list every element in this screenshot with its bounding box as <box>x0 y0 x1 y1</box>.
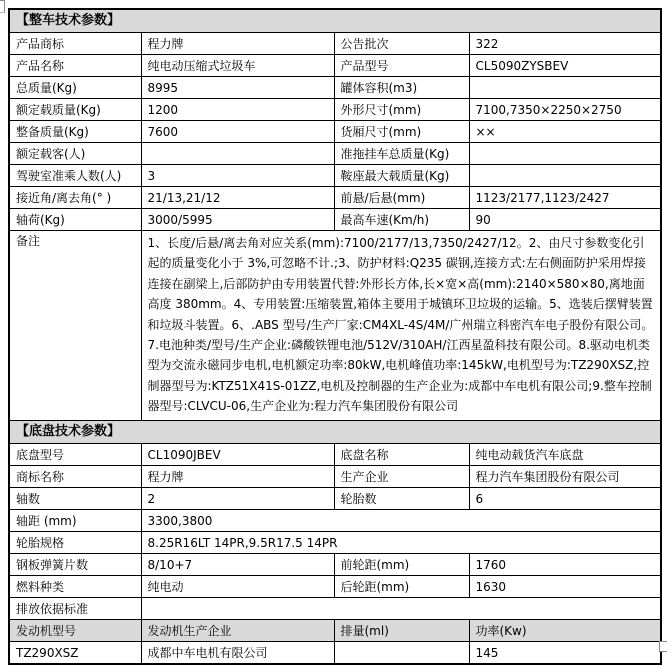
param-label: 接近角/离去角(° ) <box>9 187 141 209</box>
param-label: 后轮距(mm) <box>334 576 469 598</box>
engine-value: TZ290XSZ <box>9 642 141 665</box>
param-value: 2 <box>141 488 334 510</box>
param-value <box>469 143 661 165</box>
engine-header-label: 发动机型号 <box>9 620 141 642</box>
engine-header-label: 发动机生产企业 <box>141 620 334 642</box>
param-value <box>469 77 661 99</box>
param-value: CL1090JBEV <box>141 444 334 466</box>
param-label: 额定载客(人) <box>9 143 141 165</box>
param-label: 前轮距(mm) <box>334 554 469 576</box>
param-label: 货厢尺寸(mm) <box>334 121 469 143</box>
chassis-section-header-row <box>9 421 661 444</box>
param-label: 轮胎规格 <box>9 532 141 554</box>
param-value <box>469 165 661 187</box>
table-row <box>9 121 661 143</box>
param-label: 准拖挂车总质量(Kg) <box>334 143 469 165</box>
param-value: 纯电动压缩式垃圾车 <box>141 55 334 77</box>
param-label: 公告批次 <box>334 33 469 55</box>
table-row <box>9 99 661 121</box>
param-label: 整备质量(Kg) <box>9 121 141 143</box>
vehicle-spec-table <box>8 8 662 665</box>
param-label: 轮胎数 <box>334 488 469 510</box>
table-row <box>9 444 661 466</box>
param-value: 1123/2177,1123/2427 <box>469 187 661 209</box>
param-value: 1630 <box>469 576 661 598</box>
table-row <box>9 143 661 165</box>
param-label: 鞍座最大载质量(Kg) <box>334 165 469 187</box>
table-row <box>9 209 661 231</box>
param-value: 1760 <box>469 554 661 576</box>
param-label: 产品商标 <box>9 33 141 55</box>
param-value: 3 <box>141 165 334 187</box>
document-corner-artifact <box>0 0 5 13</box>
param-value: 90 <box>469 209 661 231</box>
param-value: 322 <box>469 33 661 55</box>
param-value: 3000/5995 <box>141 209 334 231</box>
table-row <box>9 488 661 510</box>
engine-header-label: 功率(Kw) <box>469 620 661 642</box>
param-label: 底盘型号 <box>9 444 141 466</box>
param-label: 产品型号 <box>334 55 469 77</box>
param-value: CL5090ZYSBEV <box>469 55 661 77</box>
param-value: 纯电动 <box>141 576 334 598</box>
param-label: 总质量(Kg) <box>9 77 141 99</box>
remark-value-cell <box>141 231 661 421</box>
table-row <box>9 165 661 187</box>
param-label: 轴距 (mm) <box>9 510 141 532</box>
param-value <box>141 598 661 620</box>
table-resize-handle[interactable] <box>659 641 667 652</box>
param-label: 商标名称 <box>9 466 141 488</box>
chassis-section-title: 【底盘技术参数】 <box>9 421 661 444</box>
table-row <box>9 554 661 576</box>
table-row-wide <box>9 598 661 620</box>
param-label: 额定载质量(Kg) <box>9 99 141 121</box>
param-value: 程力汽车集团股份有限公司 <box>469 466 661 488</box>
table-row <box>9 77 661 99</box>
param-value: 程力牌 <box>141 33 334 55</box>
param-value: 7600 <box>141 121 334 143</box>
param-value: 3300,3800 <box>141 510 661 532</box>
table-row-wide <box>9 510 661 532</box>
engine-value: 成都中车电机有限公司 <box>141 642 334 665</box>
param-value: 21/13,21/12 <box>141 187 334 209</box>
param-value <box>141 143 334 165</box>
param-value: ×× <box>469 121 661 143</box>
table-row-wide <box>9 532 661 554</box>
param-value: 7100,7350×2250×2750 <box>469 99 661 121</box>
param-label: 罐体容积(m3) <box>334 77 469 99</box>
param-label: 前悬/后悬(mm) <box>334 187 469 209</box>
param-label: 外形尺寸(mm) <box>334 99 469 121</box>
table-row <box>9 187 661 209</box>
param-value: 1200 <box>141 99 334 121</box>
param-label: 钢板弹簧片数 <box>9 554 141 576</box>
param-value: 8/10+7 <box>141 554 334 576</box>
param-label: 最高车速(Km/h) <box>334 209 469 231</box>
param-value: 6 <box>469 488 661 510</box>
param-label: 驾驶室准乘人数(人) <box>9 165 141 187</box>
engine-value: 145 <box>469 642 661 665</box>
param-value: 8.25R16LT 14PR,9.5R17.5 14PR <box>141 532 661 554</box>
param-label: 排放依据标准 <box>9 598 141 620</box>
vehicle-section-header-row <box>9 9 661 33</box>
remark-label: 备注 <box>9 231 141 421</box>
engine-header-row <box>9 620 661 642</box>
param-label: 燃料种类 <box>9 576 141 598</box>
param-label: 产品名称 <box>9 55 141 77</box>
remark-text: 1、长度/后悬/离去角对应关系(mm):7100/2177/13,7350/2427/12。2、由尺寸参数变化引起的质量变化小于 3%,可忽略不计.;3、防护材料:Q235 碳钢,连接方式:左右侧面防护采用焊接连接在副梁上,后部防护由专用装置代替:外形长方体,长×宽×高(mm):2140×580×80,离地面高度 380mm。4、专用装置:压缩装置,箱体主要用于城镇环卫垃圾的运输。5、选装后摆臂装置和垃圾斗装置。6、.ABS 型号/生产厂家:CM4XL-4S/4M/广州瑞立科密汽车电子股份有限公司。7.电池种类/型号/生产企业:磷酸铁锂电池/512V/310AH/江西星盈科技有限公司。8.驱动电机类型为交流永磁同步电机,电机额定功率:80kW,电机峰值功率:145kW,电机型号为:TZ290XSZ,控制器型号为:KTZ51X41S-01ZZ,电机及控制器的生产企业为:成都中车电机有限公司;9.整车控制器型号:CLVCU-06,生产企业为:程力汽车集团股份有限公司 <box>147 236 654 414</box>
param-value: 程力牌 <box>141 466 334 488</box>
table-row <box>9 33 661 55</box>
param-label: 生产企业 <box>334 466 469 488</box>
engine-header-label: 排量(ml) <box>334 620 469 642</box>
param-label: 轴数 <box>9 488 141 510</box>
table-row <box>9 576 661 598</box>
table-row <box>9 466 661 488</box>
remark-row <box>9 231 661 421</box>
param-label: 轴荷(Kg) <box>9 209 141 231</box>
param-label: 底盘名称 <box>334 444 469 466</box>
param-value: 8995 <box>141 77 334 99</box>
vehicle-section-title: 【整车技术参数】 <box>9 9 661 33</box>
table-row <box>9 55 661 77</box>
param-value: 纯电动载货汽车底盘 <box>469 444 661 466</box>
